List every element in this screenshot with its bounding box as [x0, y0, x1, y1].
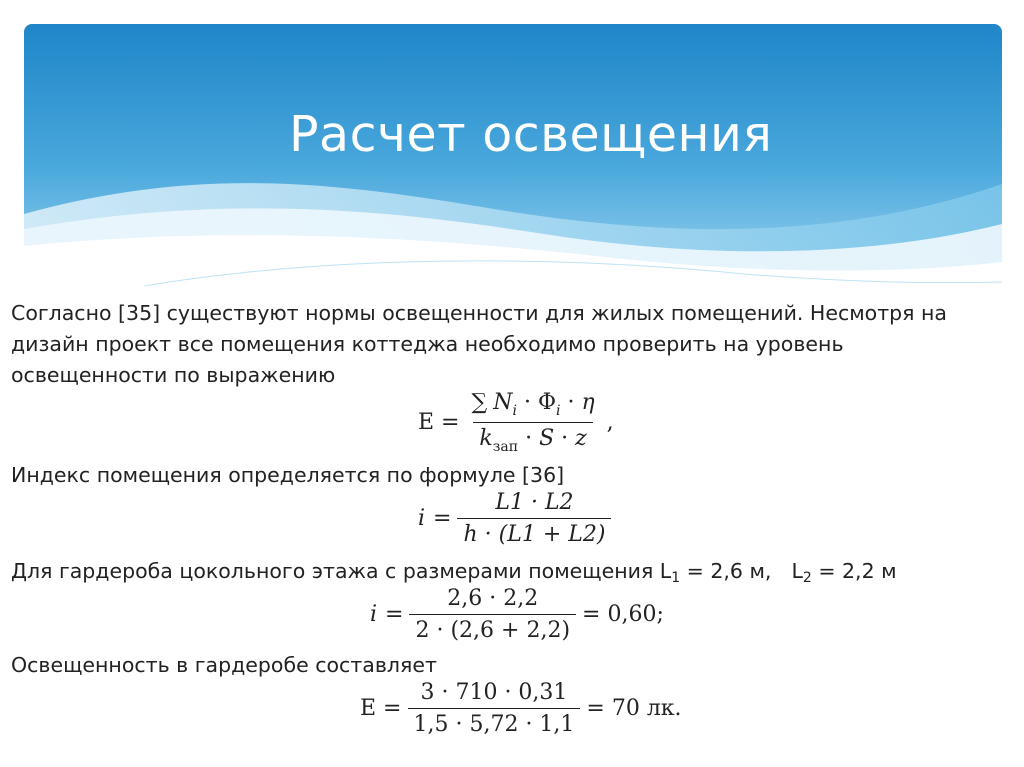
l2-label: L	[791, 559, 803, 583]
wardrobe-dimensions-text: Для гардероба цокольного этажа с размерами помещения L	[11, 559, 672, 583]
l1-subscript: 1	[671, 570, 681, 586]
paragraph-intro-line1: Согласно [35] существуют нормы освещенности для жилых помещений. Несмотря на	[11, 301, 947, 325]
subscript-zap: зап	[492, 439, 519, 455]
formula1-denominator	[473, 422, 592, 455]
dot-operator: ·	[561, 426, 569, 451]
formula-room-index-calc	[370, 586, 664, 643]
formula4-denominator: 1,5 · 5,72 · 1,1	[408, 708, 581, 737]
formula3-denominator: 2 · (2,6 + 2,2)	[409, 614, 576, 643]
subscript-i: i	[512, 403, 517, 419]
paragraph-intro-line2: дизайн проект все помещения коттеджа необходимо проверить на уровень	[11, 332, 844, 356]
l2-value: = 2,2 м	[811, 559, 897, 583]
formula1-lhs: E =	[418, 410, 460, 435]
formula3-fraction	[409, 586, 576, 643]
symbol-Phi: Φ	[537, 390, 556, 415]
l2-subscript: 2	[802, 570, 812, 586]
formula4-lhs: E =	[360, 696, 402, 721]
formula3-numerator: 2,6 · 2,2	[447, 586, 539, 611]
paragraph-wardrobe-illuminance: Освещенность в гардеробе составляет	[11, 653, 437, 677]
symbol-eta: η	[581, 390, 595, 415]
formula3-eq: =	[385, 602, 404, 627]
dot-operator: ·	[525, 426, 533, 451]
sum-symbol: ∑	[471, 390, 488, 415]
dot-operator: ·	[567, 390, 575, 415]
formula1-fraction	[466, 390, 601, 455]
symbol-S: S	[539, 426, 555, 451]
formula-illuminance-calc	[360, 680, 682, 737]
formula1-numerator	[466, 390, 601, 422]
formula-illuminance	[418, 390, 614, 455]
slide-header	[24, 24, 1002, 286]
formula2-numerator: L1 · L2	[495, 490, 574, 515]
subscript-i: i	[556, 403, 561, 419]
formula3-result: = 0,60;	[582, 602, 664, 627]
formula1-tail: ,	[606, 410, 614, 435]
formula2-denominator: h · (L1 + L2)	[457, 518, 611, 547]
formula4-result: = 70 лк.	[586, 696, 682, 721]
paragraph-intro-line3: освещенности по выражению	[11, 363, 336, 387]
formula4-fraction	[408, 680, 581, 737]
symbol-k: k	[479, 426, 493, 451]
formula-room-index	[418, 490, 617, 547]
formula2-eq: =	[433, 506, 452, 531]
formula2-lhs-i: i	[418, 506, 426, 531]
symbol-z: z	[575, 426, 587, 451]
dot-operator: ·	[523, 390, 531, 415]
l1-value: = 2,6 м,	[680, 559, 772, 583]
formula4-numerator: 3 · 710 · 0,31	[420, 680, 568, 705]
symbol-N: N	[493, 390, 513, 415]
paragraph-room-index: Индекс помещения определяется по формуле [36]	[11, 463, 565, 487]
slide-title: Расчет освещения	[289, 106, 773, 163]
formula3-lhs-i: i	[370, 602, 378, 627]
formula2-fraction	[457, 490, 611, 547]
